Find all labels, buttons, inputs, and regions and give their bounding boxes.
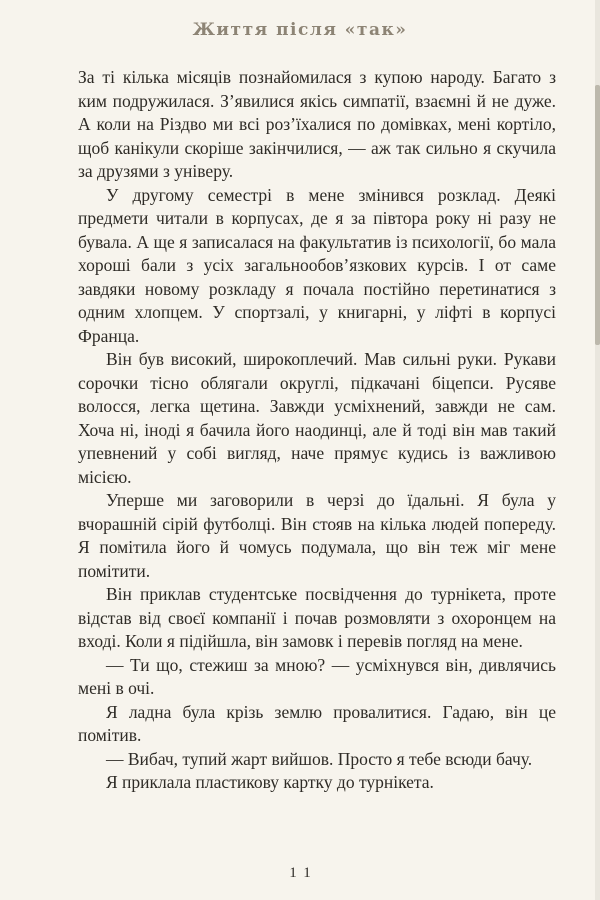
paragraph: Він був високий, широкоплечий. Мав сильні руки. Рукави сорочки тісно облягали округлі, підкачані біцепси. Русяве волосся, легка щетина. Завжди усміхнений, завжди не сам. Хоча ні, іноді я бачила його наодинці, але й тоді він мав такий упевнений у собі вигляд, наче прямує кудись із важливою місією. <box>78 349 556 487</box>
page-number: 11 <box>289 865 318 881</box>
page-body <box>78 66 556 795</box>
paragraph-dialogue: — Ти що, стежиш за мною? — усміхнувся він, дивлячись мені в очі. <box>78 654 556 698</box>
paragraph-dialogue: — Вибач, тупий жарт вийшов. Просто я тебе всюди бачу. <box>106 748 533 769</box>
paragraph: У другому семестрі в мене змінився розклад. Деякі предмети читали в корпусах, де я за півтора року ні разу не бувала. А ще я записалася на факультатив із психології, бо мала хороші бали з усіх загальнообов’язкових курсів. І от саме завдяки новому розкладу я почала постійно перетинатися з одним хлопцем. У спортзалі, у книгарні, у ліфті в корпусі Франца. <box>78 184 556 346</box>
paragraph: За ті кілька місяців познайомилася з купою народу. Багато з ким подружилася. З’явилися якісь симпатії, взаємні й не дуже. А коли на Різдво ми всі роз’їхалися по домівках, мені кортіло, щоб канікули скоріше закінчилися, — аж так сильно я скучила за друзями з універу. <box>78 67 556 181</box>
chapter-title: Життя після «так» <box>192 20 408 40</box>
paragraph: Я ладна була крізь землю провалитися. Гадаю, він це помітив. <box>78 701 556 745</box>
scrollbar[interactable] <box>595 0 600 900</box>
paragraph: Уперше ми заговорили в черзі до їдальні. Я була у вчорашній сірій футболці. Він стояв на кілька людей попереду. Я помітила його й чомусь подумала, що він теж міг мене помітити. <box>78 490 556 581</box>
paragraph: Я приклала пластикову картку до турнікета. <box>106 772 434 792</box>
scrollbar-thumb[interactable] <box>595 85 600 345</box>
paragraph: Він приклав студентське посвідчення до турнікета, проте відстав від своєї компанії і почав розмовляти з охоронцем на вході. Коли я підійшла, він замовк і перевів погляд на мене. <box>78 584 556 651</box>
running-head <box>0 0 600 42</box>
